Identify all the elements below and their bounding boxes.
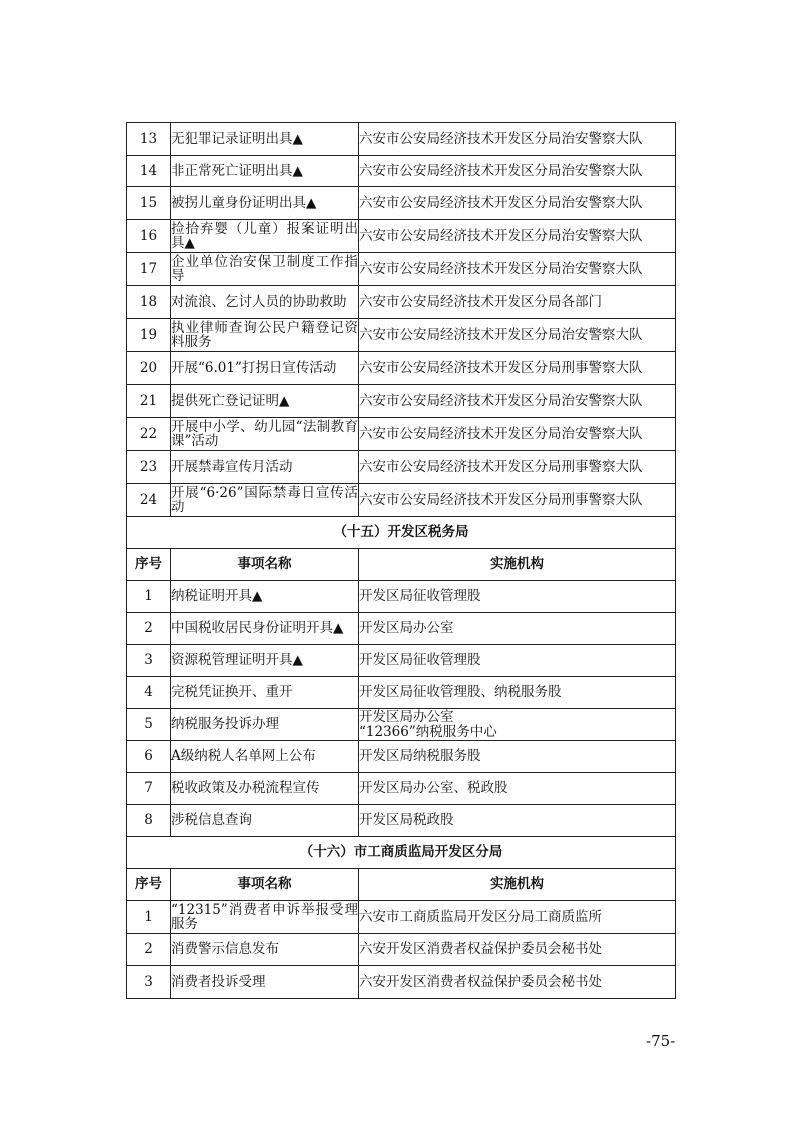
implementing-agency: 六安开发区消费者权益保护委员会秘书处: [359, 966, 676, 999]
item-name: 捡拾弃婴（儿童）报案证明出具▲: [171, 220, 358, 251]
table-row: [127, 319, 676, 352]
header-agency: 实施机构: [359, 549, 676, 581]
implementing-agency: 六安市公安局经济技术开发区分局治安警察大队: [359, 385, 676, 418]
table-row: [127, 805, 676, 837]
implementing-agency: 六安市公安局经济技术开发区分局治安警察大队: [359, 123, 676, 156]
row-number: 7: [127, 773, 171, 805]
row-number: 14: [127, 156, 171, 187]
section-title: （十六）市工商质监局开发区分局: [127, 837, 676, 869]
table-row: [127, 352, 676, 385]
implementing-agency: 六安市公安局经济技术开发区分局各部门: [359, 286, 676, 319]
table-row: [127, 418, 676, 451]
table-header-row: [127, 549, 676, 581]
item-name: 被拐儿童身份证明出具▲: [171, 187, 359, 220]
item-name: 非正常死亡证明出具▲: [171, 156, 359, 187]
table-row: [127, 220, 676, 253]
item-name: 中国税收居民身份证明开具▲: [171, 613, 359, 645]
row-number: 16: [127, 220, 171, 253]
implementing-agency: 六安市公安局经济技术开发区分局刑事警察大队: [359, 484, 676, 517]
item-name: 企业单位治安保卫制度工作指导: [171, 253, 358, 284]
row-number: 2: [127, 934, 171, 966]
header-agency: 实施机构: [359, 869, 676, 901]
row-number: 21: [127, 385, 171, 418]
row-number: 3: [127, 966, 171, 999]
row-number: 22: [127, 418, 171, 451]
implementing-agency: 开发区局征收管理股: [359, 645, 676, 677]
page-number: -75-: [646, 1032, 676, 1050]
item-name: 消费警示信息发布: [171, 934, 359, 966]
row-number: 2: [127, 613, 171, 645]
table-row: [127, 187, 676, 220]
item-name: 消费者投诉受理: [171, 966, 359, 999]
service-items-table: [126, 122, 676, 999]
table-row: [127, 709, 676, 741]
item-name: 对流浪、乞讨人员的协助救助: [171, 286, 359, 319]
row-number: 5: [127, 709, 171, 741]
section-heading-row: [127, 517, 676, 549]
item-name: 资源税管理证明开具▲: [171, 645, 359, 677]
item-name: “12315”消费者申诉举报受理服务: [171, 901, 358, 932]
implementing-agency: 六安市公安局经济技术开发区分局刑事警察大队: [359, 451, 676, 484]
section-heading-row: [127, 837, 676, 869]
row-number: 3: [127, 645, 171, 677]
item-name: A级纳税人名单网上公布: [171, 741, 359, 773]
table-row: [127, 286, 676, 319]
row-number: 23: [127, 451, 171, 484]
row-number: 18: [127, 286, 171, 319]
implementing-agency: 六安市公安局经济技术开发区分局治安警察大队: [359, 253, 676, 286]
item-name: 税收政策及办税流程宣传: [171, 773, 359, 805]
implementing-agency: 六安市公安局经济技术开发区分局治安警察大队: [359, 187, 676, 220]
table-row: [127, 677, 676, 709]
row-number: 1: [127, 581, 171, 613]
header-number: 序号: [127, 549, 171, 581]
item-name: 开展禁毒宣传月活动: [171, 451, 359, 484]
item-name: 开展“6·26”国际禁毒日宣传活动: [171, 484, 358, 515]
item-name: 无犯罪记录证明出具▲: [171, 123, 359, 156]
table-row: [127, 645, 676, 677]
row-number: 1: [127, 901, 171, 934]
row-number: 4: [127, 677, 171, 709]
table-row: [127, 581, 676, 613]
implementing-agency: 六安市公安局经济技术开发区分局治安警察大队: [359, 220, 676, 253]
implementing-agency: 六安市公安局经济技术开发区分局治安警察大队: [359, 319, 676, 352]
row-number: 24: [127, 484, 171, 517]
implementing-agency: 六安市工商质监局开发区分局工商质监所: [359, 901, 676, 934]
item-name: 完税凭证换开、重开: [171, 677, 359, 709]
agency-line-2: “12366”纳税服务中心: [359, 723, 497, 740]
table-row: [127, 385, 676, 418]
table-row: [127, 934, 676, 966]
row-number: 6: [127, 741, 171, 773]
implementing-agency: 六安市公安局经济技术开发区分局刑事警察大队: [359, 352, 676, 385]
row-number: 15: [127, 187, 171, 220]
item-name: 纳税服务投诉办理: [171, 709, 359, 741]
item-name: 涉税信息查询: [171, 805, 359, 837]
implementing-agency: 开发区局税政股: [359, 805, 676, 837]
table-row: [127, 966, 676, 999]
implementing-agency: 开发区局办公室: [359, 613, 676, 645]
implementing-agency: 开发区局征收管理股: [359, 581, 676, 613]
item-name: 提供死亡登记证明▲: [171, 385, 359, 418]
implementing-agency: 开发区局纳税服务股: [359, 741, 676, 773]
row-number: 20: [127, 352, 171, 385]
table-row: [127, 741, 676, 773]
header-item-name: 事项名称: [171, 549, 359, 581]
implementing-agency: 开发区局征收管理股、纳税服务股: [359, 677, 676, 709]
item-name: 开展“6.01”打拐日宣传活动: [171, 352, 359, 385]
implementing-agency: 六安开发区消费者权益保护委员会秘书处: [359, 934, 676, 966]
implementing-agency: 开发区局办公室、税政股: [359, 773, 676, 805]
table-row: [127, 253, 676, 286]
implementing-agency: [359, 709, 676, 741]
table-row: [127, 156, 676, 187]
item-name: 纳税证明开具▲: [171, 581, 359, 613]
header-item-name: 事项名称: [171, 869, 359, 901]
header-number: 序号: [127, 869, 171, 901]
item-name: 开展中小学、幼儿园“法制教育课”活动: [171, 418, 358, 449]
section-title: （十五）开发区税务局: [127, 517, 676, 549]
table-row: [127, 613, 676, 645]
implementing-agency: 六安市公安局经济技术开发区分局治安警察大队: [359, 156, 676, 187]
agency-line-1: 开发区局办公室: [359, 709, 454, 725]
table-row: [127, 901, 676, 934]
table-header-row: [127, 869, 676, 901]
item-name: 执业律师查询公民户籍登记资料服务: [171, 319, 358, 350]
table-row: [127, 773, 676, 805]
implementing-agency: 六安市公安局经济技术开发区分局治安警察大队: [359, 418, 676, 451]
row-number: 19: [127, 319, 171, 352]
table-row: [127, 484, 676, 517]
table-row: [127, 451, 676, 484]
row-number: 13: [127, 123, 171, 156]
row-number: 17: [127, 253, 171, 286]
row-number: 8: [127, 805, 171, 837]
table-row: [127, 123, 676, 156]
